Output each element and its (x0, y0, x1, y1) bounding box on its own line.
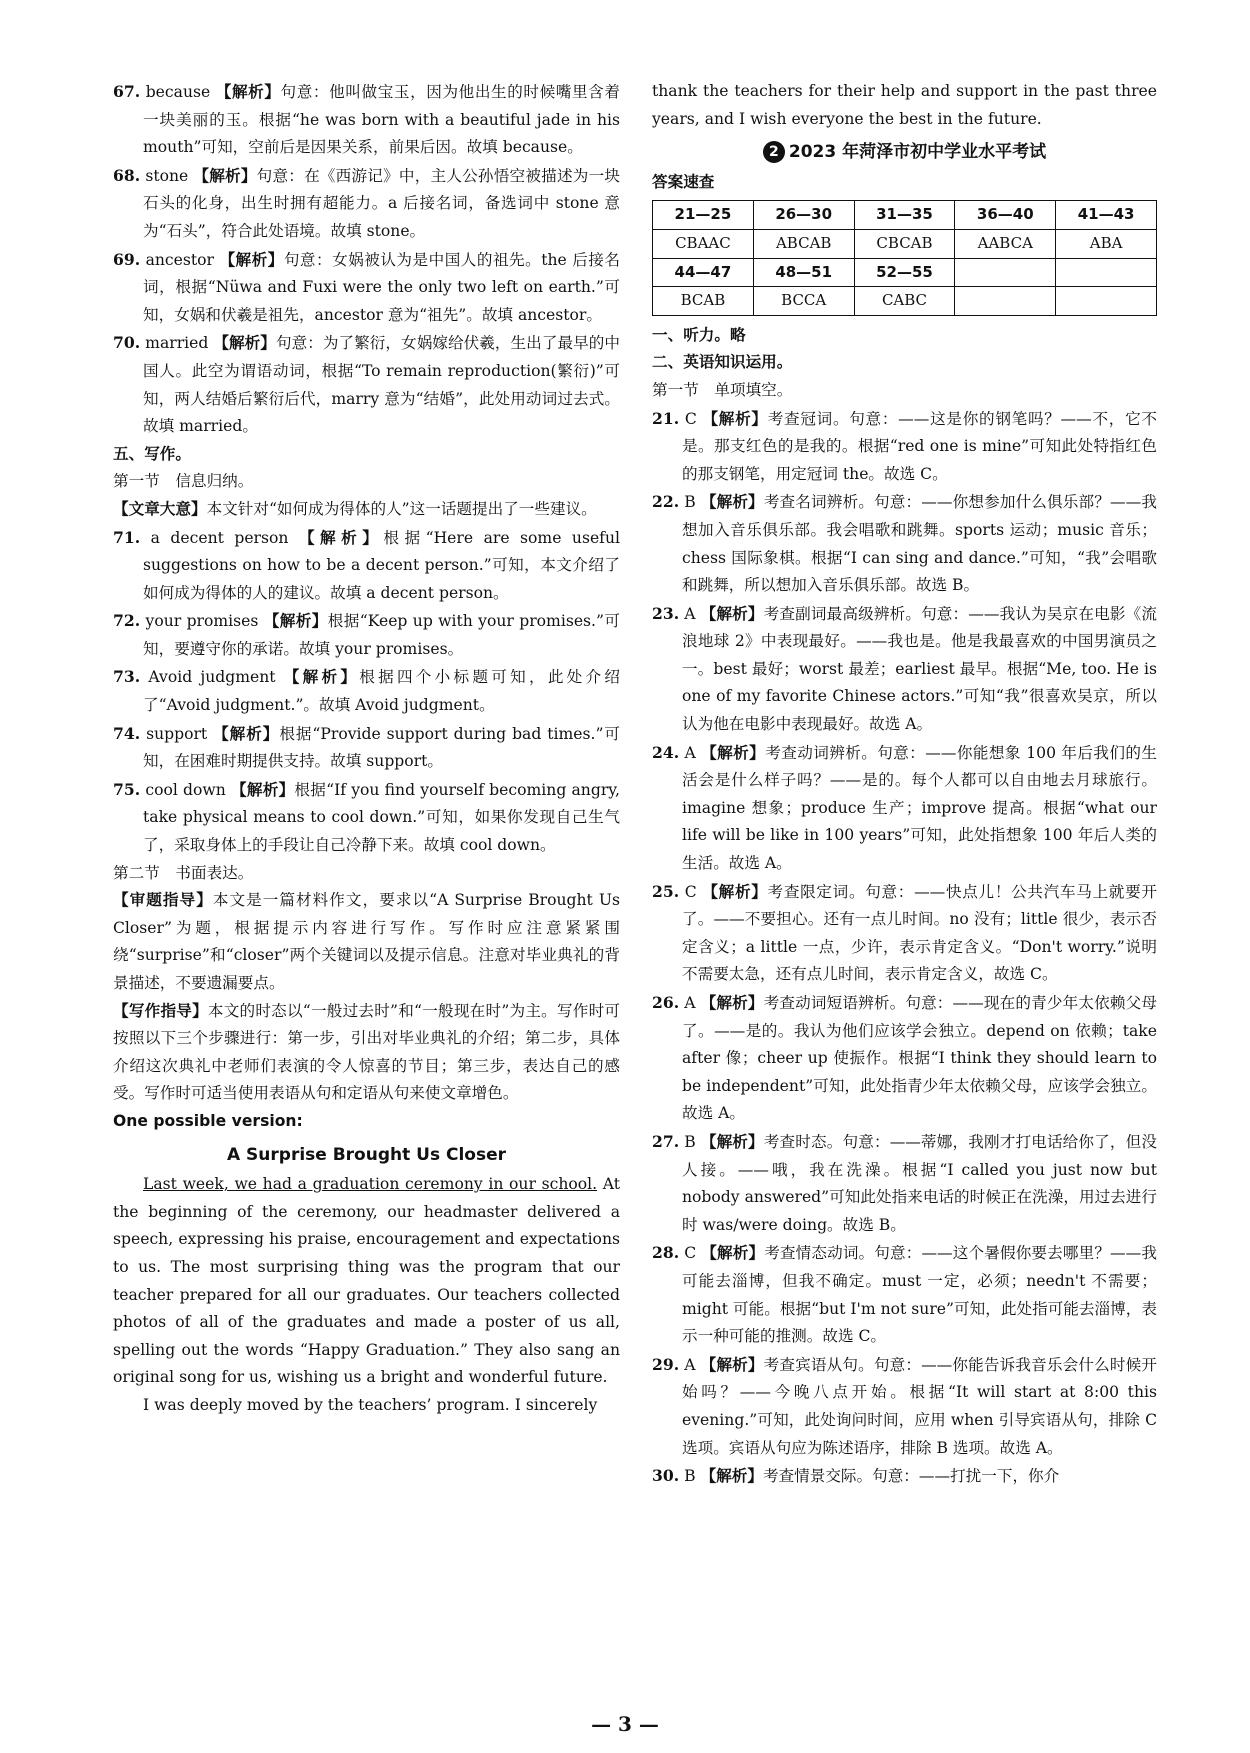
item-answer: A (684, 994, 696, 1012)
answer-item (113, 607, 620, 663)
item-number: 75. (113, 779, 141, 799)
left-items-mid (113, 524, 620, 860)
item-explanation: 考查冠词。句意：——这是你的钢笔吗？——不，它不是。那支红色的是我的。根据“red one is mine”可知此处特指红色的那支钢笔，用定冠词 the。故选 C。 (682, 409, 1157, 483)
essay-continuation: thank the teachers for their help and support in the past three years, and I wish everyone the best in the future. (652, 82, 1157, 128)
subsection-heading: 第一节 单项填空。 (652, 380, 793, 399)
answer-item (652, 989, 1157, 1128)
item-number: 72. (113, 611, 141, 631)
item-label: 【解析】 (193, 166, 257, 185)
item-number: 30. (652, 1466, 680, 1486)
item-answer: C (684, 409, 697, 428)
item-number: 22. (652, 492, 680, 512)
item-answer: A (684, 1355, 696, 1374)
answer-item (113, 776, 620, 860)
answer-item (113, 78, 620, 162)
item-number: 74. (113, 723, 141, 743)
left-items-top (113, 78, 620, 441)
answer-item (652, 1351, 1157, 1462)
item-explanation: 考查情景交际。句意：——打扰一下，你介 (762, 1467, 1060, 1486)
answer-item (113, 246, 620, 330)
answer-item (652, 878, 1157, 989)
item-explanation: 考查情态动词。句意：——这个暑假你要去哪里？——我可能去淄博，但我不确定。must 一定，必须；needn't 不需要；might 可能。根据“but I'm not sure”可知，此处指可能去淄博，表示一种可能的推测。故选 C。 (682, 1244, 1157, 1346)
item-number: 26. (652, 993, 680, 1012)
item-answer: Avoid judgment (148, 668, 276, 687)
item-label: 【解析】 (700, 1355, 764, 1374)
answer-value-cell (1056, 287, 1157, 316)
item-label: 【解析】 (702, 882, 768, 901)
item-answer: married (145, 334, 209, 353)
guide-paragraph (113, 998, 620, 1108)
item-number: 71. (113, 527, 141, 547)
item-explanation: 根据“If you find yourself becoming angry, take physical means to cool down.”可知，如果你发现自己生气了，采取身体上的手段让自己冷静下来。故填 cool down。 (143, 780, 620, 855)
answer-table-row (653, 287, 1157, 316)
answer-item (113, 162, 620, 246)
answer-range-cell: 41—43 (1056, 201, 1157, 230)
summary-label: 【文章大意】 (113, 499, 207, 518)
guide-label: 【审题指导】 (113, 891, 213, 910)
item-label: 【解析】 (701, 1244, 765, 1263)
item-answer: because (145, 83, 211, 101)
item-answer: cool down (145, 780, 226, 799)
exam-number-badge: 2 (763, 141, 785, 163)
guide-text: 本文是一篇材料作文，要求以“A Surprise Brought Us Closer”为题，根据提示内容进行写作。写作时应注意紧紧围绕“surprise”和“closer”两个关键词以及提示信息。注意对毕业典礼的背景描述，不要遗漏要点。 (113, 891, 620, 992)
answer-item (652, 488, 1157, 599)
version-label: One possible version: (113, 1111, 303, 1130)
answer-range-cell (1056, 258, 1157, 287)
answer-item (113, 524, 620, 608)
exam-title-text: 2023 年菏泽市初中学业水平考试 (788, 142, 1047, 163)
answer-value-cell: ABA (1056, 229, 1157, 258)
item-answer: ancestor (145, 250, 215, 269)
page-number: — 3 — (591, 1712, 659, 1736)
item-answer: your promises (145, 612, 259, 631)
answer-value-cell: CBAAC (653, 229, 754, 258)
item-answer: B (684, 1467, 696, 1486)
answer-item (652, 1128, 1157, 1239)
item-explanation: 考查限定词。句意：——快点儿！公共汽车马上就要开了。——不要担心。还有一点儿时间。no 没有；little 很少，表示否定含义；a little 一点，少许，表示肯定含义。“Don't worry.”说明不需要太急，还有点儿时间，表示肯定含义，故选 C。 (682, 882, 1157, 984)
answer-range-cell: 48—51 (753, 258, 854, 287)
item-number: 29. (652, 1354, 680, 1374)
answer-table (652, 200, 1157, 315)
item-number: 70. (113, 333, 141, 353)
item-explanation: 考查名词辨析。句意：——你想参加什么俱乐部？——我想加入音乐俱乐部。我会唱歌和跳舞。sports 运动；music 音乐；chess 国际象棋。根据“I can sing and dance.”可知，“我”会唱歌和跳舞，所以想加入音乐俱乐部。故选 B。 (682, 493, 1157, 595)
answer-value-cell (955, 287, 1056, 316)
item-explanation: 句意：女娲被认为是中国人的祖先。the 后接名词，根据“Nüwa and Fuxi were the only two left on earth.”可知，女娲和伏羲是祖先，ancestor 意为“祖先”。故填 ancestor。 (143, 250, 620, 324)
item-label: 【解析】 (701, 743, 766, 762)
item-explanation: 考查动词辨析。句意：——你能想象 100 年后我们的生活会是什么样子吗？——是的。每个人都可以自由地去月球旅行。imagine 想象；produce 生产；improve 提高。根据“what our life will be like in 100 years”可知，此处指想象 100 年后人类的生活。故选 A。 (682, 743, 1157, 873)
answer-table-row (653, 258, 1157, 287)
item-label: 【解析】 (702, 409, 768, 428)
item-explanation: 考查动词短语辨析。句意：——现在的青少年太依赖父母了。——是的。我认为他们应该学会独立。depend on 依赖；take after 像；cheer up 使振作。根据“I think they should learn to be independent”可知，此处指青少年太依赖父母，应该学会独立。故选 A。 (682, 994, 1157, 1123)
item-number: 24. (652, 742, 680, 762)
answer-table-row (653, 229, 1157, 258)
item-explanation: 考查时态。句意：——蒂娜，我刚才打电话给你了，但没人接。——哦，我在洗澡。根据“I called you just now but nobody answered”可知此处指来电话的时候正在洗澡，用过去进行时 was/were doing。故选 B。 (682, 1132, 1157, 1234)
answer-range-cell (955, 258, 1056, 287)
subsection-heading: 第一节 信息归纳。 (113, 472, 254, 491)
answer-range-cell: 36—40 (955, 201, 1056, 230)
answer-item (113, 663, 620, 719)
item-answer: A (684, 604, 696, 623)
item-number: 68. (113, 165, 141, 185)
item-number: 73. (113, 667, 141, 687)
answer-item (652, 405, 1157, 489)
item-number: 25. (652, 881, 680, 901)
exam-title (652, 139, 1157, 167)
answer-item (113, 329, 620, 440)
item-number: 27. (652, 1131, 680, 1151)
item-number: 21. (652, 408, 680, 428)
guide-paragraph (113, 887, 620, 997)
essay-text: At the beginning of the ceremony, our headmaster delivered a speech, expressing his praise, encouragement and expectations to us. The most surprising thing was the program that our teacher prepared for all our graduates. Our teachers collected photos of all of the graduates and made a poster of us all, spelling out the words “Happy Graduation.” They also sang an original song for us, wishing us a bright and wonderful future. (113, 1175, 621, 1387)
essay-underlined: Last week, we had a graduation ceremony in our school. (143, 1175, 598, 1194)
item-answer: C (684, 882, 697, 901)
item-explanation: 根据四个小标题可知，此处介绍了“Avoid judgment.”。故填 Avoid judgment。 (143, 668, 620, 715)
item-explanation: 句意：为了繁衍，女娲嫁给伏羲，生出了最早的中国人。此空为谓语动词，根据“To remain reproduction(繁衍)”可知，两人结婚后繁衍后代，marry 意为“结婚”，此处用动词过去式。故填 married。 (143, 334, 620, 436)
answer-item (652, 1462, 1157, 1491)
item-label: 【解析】 (263, 612, 328, 631)
left-column (113, 78, 620, 1420)
right-items (652, 405, 1157, 1491)
item-label: 【解析】 (700, 1132, 764, 1151)
answer-table-row (653, 201, 1157, 230)
item-answer: stone (145, 166, 189, 185)
answer-value-cell: CABC (854, 287, 955, 316)
item-answer: B (684, 1132, 696, 1151)
item-answer: C (684, 1244, 697, 1263)
item-label: 【解析】 (283, 668, 360, 687)
essay-title: A Surprise Brought Us Closer (226, 1144, 507, 1165)
item-label: 【解析】 (215, 83, 281, 101)
summary-paragraph (113, 496, 620, 524)
answer-range-cell: 21—25 (653, 201, 754, 230)
item-label: 【解析】 (700, 493, 764, 512)
item-explanation: 根据“Keep up with your promises.”可知，要遵守你的承诺。故填 your promises。 (143, 612, 620, 658)
item-answer: A (684, 743, 696, 762)
item-number: 23. (652, 603, 680, 623)
answer-value-cell: BCAB (653, 287, 754, 316)
item-label: 【解析】 (231, 780, 295, 799)
item-label: 【解析】 (213, 334, 276, 353)
essay-paragraph (113, 1171, 620, 1392)
item-explanation: 根据“Provide support during bad times.”可知，在困难时期提供支持。故填 support。 (143, 724, 620, 771)
item-label: 【解析】 (213, 724, 280, 743)
item-number: 67. (113, 82, 141, 101)
summary-text: 本文针对“如何成为得体的人”这一话题提出了一些建议。 (206, 499, 597, 518)
answer-value-cell: CBCAB (854, 229, 955, 258)
item-explanation: 句意：他叫做宝玉，因为他出生的时候嘴里含着一块美丽的玉。根据“he was born with a beautiful jade in his mouth”可知，空前后是因果关系，前果后因。故填 because。 (143, 83, 620, 157)
answer-item (113, 720, 620, 776)
item-number: 69. (113, 249, 141, 269)
answer-item (652, 1239, 1157, 1350)
answer-item (652, 739, 1157, 878)
section-heading: 二、英语知识运用。 (652, 353, 793, 372)
essay-paragraph: I was deeply moved by the teachers’ program. I sincerely (143, 1395, 598, 1414)
item-label: 【解析】 (700, 1467, 763, 1486)
answer-item (652, 600, 1157, 739)
item-explanation: 考查副词最高级辨析。句意：——我认为吴京在电影《流浪地球 2》中表现最好。——我也是。他是我最喜欢的中国男演员之一。best 最好；worst 最差；earliest 最早。根据“Me, too. He is one of my favorite Chinese actors.”可知“我”很喜欢吴京，所以认为他在电影中表现最好。故选 A。 (682, 604, 1157, 734)
answer-range-cell: 52—55 (854, 258, 955, 287)
answer-range-cell: 31—35 (854, 201, 955, 230)
answer-value-cell: BCCA (753, 287, 854, 316)
answer-range-cell: 26—30 (753, 201, 854, 230)
subsection-heading: 第二节 书面表达。 (113, 863, 254, 882)
right-column (652, 78, 1157, 1491)
answers-label: 答案速查 (652, 172, 715, 191)
item-label: 【解析】 (700, 994, 764, 1012)
item-answer: a decent person (150, 528, 289, 547)
section-heading: 五、写作。 (113, 444, 191, 463)
guide-text: 本文的时态以“一般过去时”和“一般现在时”为主。写作时可按照以下三个步骤进行：第一步，引出对毕业典礼的介绍；第二步，具体介绍这次典礼中老师们表演的令人惊喜的节目；第三步，表达自己的感受。写作时可适当使用表语从句和定语从句来使文章增色。 (113, 1001, 620, 1103)
answer-range-cell: 44—47 (653, 258, 754, 287)
item-explanation: 考查宾语从句。句意：——你能告诉我音乐会什么时候开始吗？——今晚八点开始。根据“It will start at 8:00 this evening.”可知，此处询问时间，应用 when 引导宾语从句，排除 C 选项。宾语从句应为陈述语序，排除 B 选项。故选 A。 (682, 1355, 1157, 1457)
item-explanation: 句意：在《西游记》中，主人公孙悟空被描述为一块石头的化身，出生时拥有超能力。a 后接名词，备选词中 stone 意为“石头”，符合此处语境。故填 stone。 (143, 166, 620, 240)
item-answer: support (146, 724, 208, 743)
section-heading: 一、听力。略 (652, 325, 746, 344)
item-explanation: 根据“Here are some useful suggestions on how to be a decent person.”可知，本文介绍了如何成为得体的人的建议。故填 a decent person。 (143, 528, 620, 602)
item-number: 28. (652, 1243, 680, 1263)
item-label: 【解析】 (219, 250, 284, 269)
item-label: 【解析】 (700, 604, 764, 623)
item-label: 【解析】 (298, 528, 384, 547)
answer-value-cell: ABCAB (753, 229, 854, 258)
answer-value-cell: AABCA (955, 229, 1056, 258)
item-answer: B (684, 493, 696, 512)
guide-label: 【写作指导】 (113, 1001, 208, 1020)
